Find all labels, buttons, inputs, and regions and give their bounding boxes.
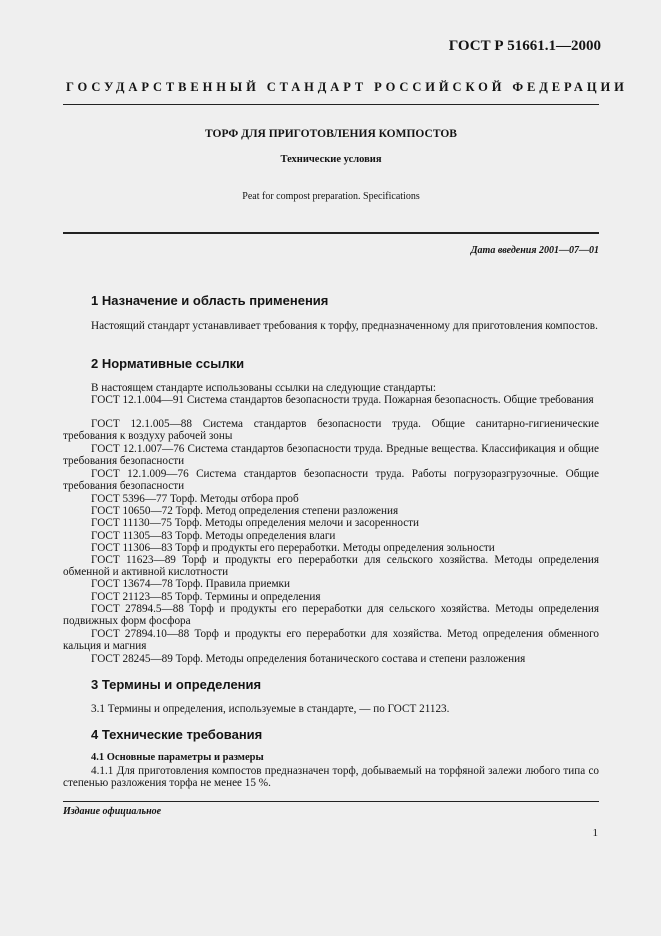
reference-item: ГОСТ 11623—89 Торф и продукты его переработки для сельского хозяйства. Методы определения обменной и активной кислотности — [63, 554, 599, 578]
reference-item: ГОСТ 28245—89 Торф. Методы определения ботанического состава и степени разложения — [91, 653, 526, 665]
reference-item: ГОСТ 27894.10—88 Торф и продукты его переработки для хозяйства. Метод определения обменного кальция и магния — [63, 628, 599, 652]
page-number: 1 — [592, 827, 598, 839]
official-edition-label: Издание официальное — [63, 806, 162, 817]
reference-item: ГОСТ 12.1.004—91 Система стандартов безопасности труда. Пожарная безопасность. Общие требования — [91, 394, 594, 406]
top-divider — [63, 104, 599, 105]
reference-item: ГОСТ 12.1.007—76 Система стандартов безопасности труда. Вредные вещества. Классификация и общие требования безопасности — [63, 443, 599, 467]
section-3-heading: 3 Термины и определения — [91, 677, 262, 692]
section-4-heading: 4 Технические требования — [91, 727, 263, 742]
section-1-text: Настоящий стандарт устанавливает требования к торфу, предназначенному для приготовления компостов. — [91, 320, 598, 332]
title-divider — [63, 232, 599, 234]
reference-item: ГОСТ 11130—75 Торф. Методы определения мелочи и засоренности — [91, 517, 420, 529]
reference-item: ГОСТ 11305—83 Торф. Методы определения влаги — [91, 530, 336, 542]
section-1-heading: 1 Назначение и область применения — [91, 293, 329, 308]
reference-item: ГОСТ 12.1.005—88 Система стандартов безопасности труда. Общие санитарно-гигиенические требования к воздуху рабочей зоны — [63, 418, 599, 442]
subsection-4-1-heading: 4.1 Основные параметры и размеры — [91, 752, 264, 763]
reference-item: ГОСТ 12.1.009—76 Система стандартов безопасности труда. Работы погрузоразгрузочные. Общие требования безопасности — [63, 468, 599, 492]
document-title: ТОРФ ДЛЯ ПРИГОТОВЛЕНИЯ КОМПОСТОВ — [205, 128, 457, 140]
reference-item: ГОСТ 10650—72 Торф. Метод определения степени разложения — [91, 505, 399, 517]
reference-item: ГОСТ 27894.5—88 Торф и продукты его переработки для сельского хозяйства. Методы определения подвижных форм фосфора — [63, 603, 599, 627]
reference-item: ГОСТ 5396—77 Торф. Методы отбора проб — [91, 493, 299, 505]
footer-divider — [63, 801, 599, 802]
section-2-heading: 2 Нормативные ссылки — [91, 356, 245, 371]
reference-item: ГОСТ 21123—85 Торф. Термины и определения — [91, 591, 321, 603]
section-3-text: 3.1 Термины и определения, используемые в стандарте, — по ГОСТ 21123. — [91, 703, 450, 715]
document-subtitle: Технические условия — [280, 154, 382, 165]
section-4-1-1-text: 4.1.1 Для приготовления компостов предназначен торф, добываемый на торфяной залежи любого типа со степенью разложения торфа не менее 15 %. — [63, 765, 599, 789]
references-intro: В настоящем стандарте использованы ссылки на следующие стандарты: — [91, 382, 436, 394]
reference-item: ГОСТ 13674—78 Торф. Правила приемки — [91, 578, 290, 590]
reference-item: ГОСТ 11306—83 Торф и продукты его переработки. Методы определения зольности — [91, 542, 495, 554]
standard-code: ГОСТ Р 51661.1—2000 — [448, 38, 601, 54]
introduction-date: Дата введения 2001—07—01 — [470, 245, 599, 256]
state-standard-banner: ГОСУДАРСТВЕННЫЙ СТАНДАРТ РОССИЙСКОЙ ФЕДЕРАЦИИ — [66, 80, 628, 94]
english-title: Peat for compost preparation. Specifications — [242, 191, 420, 202]
